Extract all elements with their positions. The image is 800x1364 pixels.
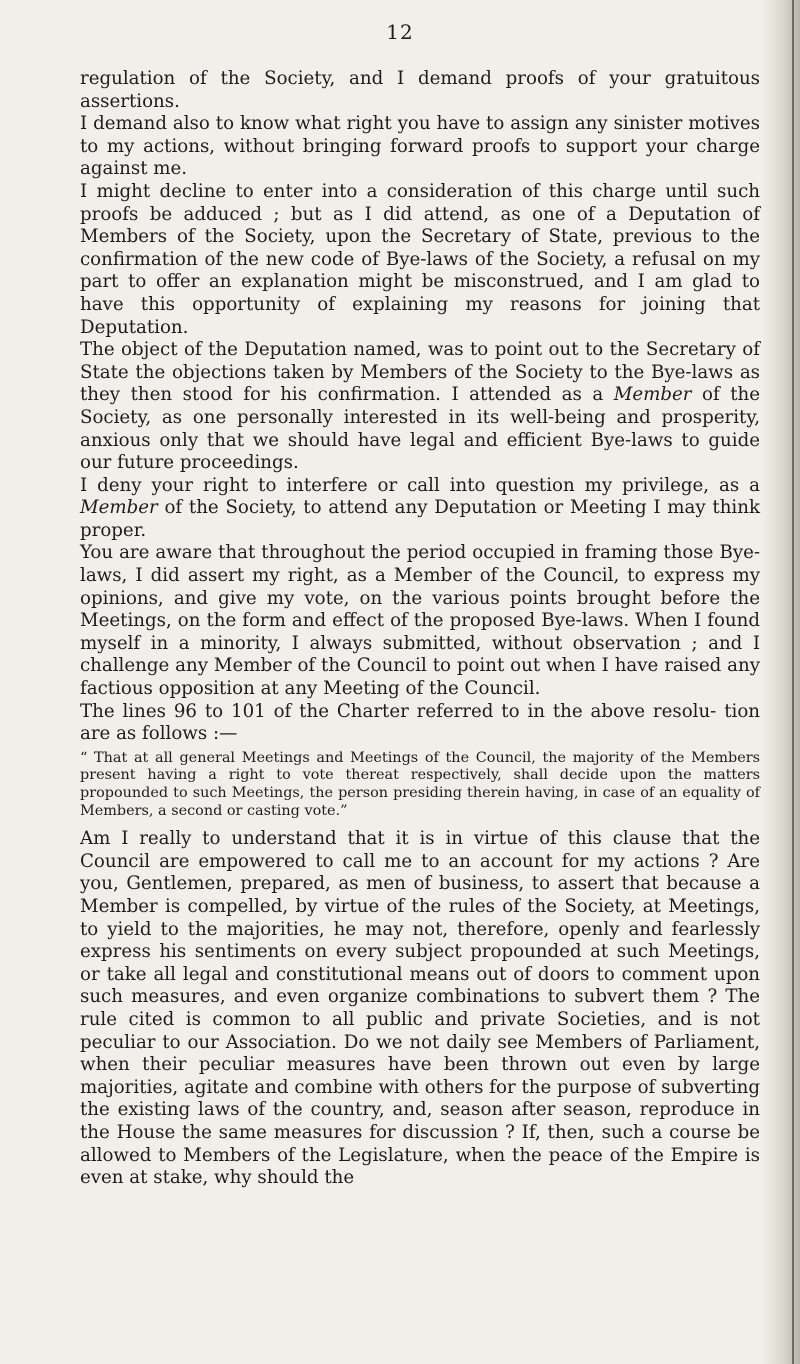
paragraph-5 — [80, 475, 760, 543]
page-number: 12 — [386, 20, 414, 44]
paragraph-5-text-start: I deny your right to interfere or call into question my privilege, as a — [80, 474, 760, 496]
paragraph-4 — [80, 339, 760, 475]
paragraph-5-text-end: of the Society, to attend any Deputation or Meeting I may think proper. — [80, 497, 760, 541]
paragraph-4-text-end: of the Society, as one personally interested in its well-being and prosperity, anxious only that we should have legal and efficient Bye-laws to guide our future proceedings. — [80, 384, 760, 474]
paragraph-1: regulation of the Society, and I demand proofs of your gratuitous assertions. — [80, 68, 760, 112]
paragraph-2: I demand also to know what right you have to assign any sinister motives to my actions, without bringing forward proofs to support your charge against me. — [80, 113, 760, 180]
paragraph-4-text-start: The object of the Deputation named, was to point out to the Secretary of State the objections taken by Members of the Society to the Bye-laws as they then stood for his confirmation. I attended as a — [80, 339, 760, 406]
page-edge — [792, 0, 794, 1364]
page-binding-shadow — [762, 0, 800, 1364]
paragraph-8: Am I really to understand that it is in virtue of this clause that the Council are empowered to call me to an account for my actions ? Are you, Gentlemen, prepared, as men of business, to assert that because a Member is compelled, by virtue of the rules of the Society, at Meetings, to yield to the majorities, he may not, therefore, openly and fearlessly express his sentiments on every subject propounded at such Meetings, or take all legal and constitutional means out of doors to comment upon such measures, and even organize combinations to subvert them ? The rule cited is common to all public and private Societies, and is not peculiar to our Association. Do we not daily see Members of Parliament, when their peculiar measures have been thrown out even by large majorities, agitate and combine with others for the purpose of subverting the existing laws of the country, and, season after season, reproduce in the House the same measures for discussion ? If, then, such a course be allowed to Members of the Legislature, when the peace of the Empire is even at stake, why should the — [80, 828, 760, 1189]
paragraph-7: The lines 96 to 101 of the Charter referred to in the above resolu- tion are as follows :— — [80, 700, 760, 745]
member-emphasis: Member — [80, 497, 158, 519]
body-text — [80, 68, 760, 1190]
charter-quote: “ That at all general Meetings and Meetings of the Council, the majority of the Members present having a right to vote thereat respectively, shall decide upon the matters propounded to such Meetings, the person presiding therein having, in case of an equality of Members, a second or casting vote.” — [80, 749, 760, 819]
member-emphasis: Member — [613, 384, 692, 406]
paragraph-3: I might decline to enter into a consideration of this charge until such proofs be adduced ; but as I did attend, as one of a Deputation of Members of the Society, upon the Secretary of State, previous to the confirmation of the new code of Bye-laws of the Society, a refusal on my part to offer an explanation might be misconstrued, and I am glad to have this opportunity of explaining my reasons for joining that Deputation. — [80, 180, 760, 338]
paragraph-6: You are aware that throughout the period occupied in framing those Bye-laws, I did assert my right, as a Member of the Council, to express my opinions, and give my vote, on the various points brought before the Meetings, on the form and effect of the proposed Bye-laws. When I found myself in a minority, I always submitted, without observation ; and I challenge any Member of the Council to point out when I have raised any factious opposition at any Meeting of the Council. — [80, 542, 760, 700]
